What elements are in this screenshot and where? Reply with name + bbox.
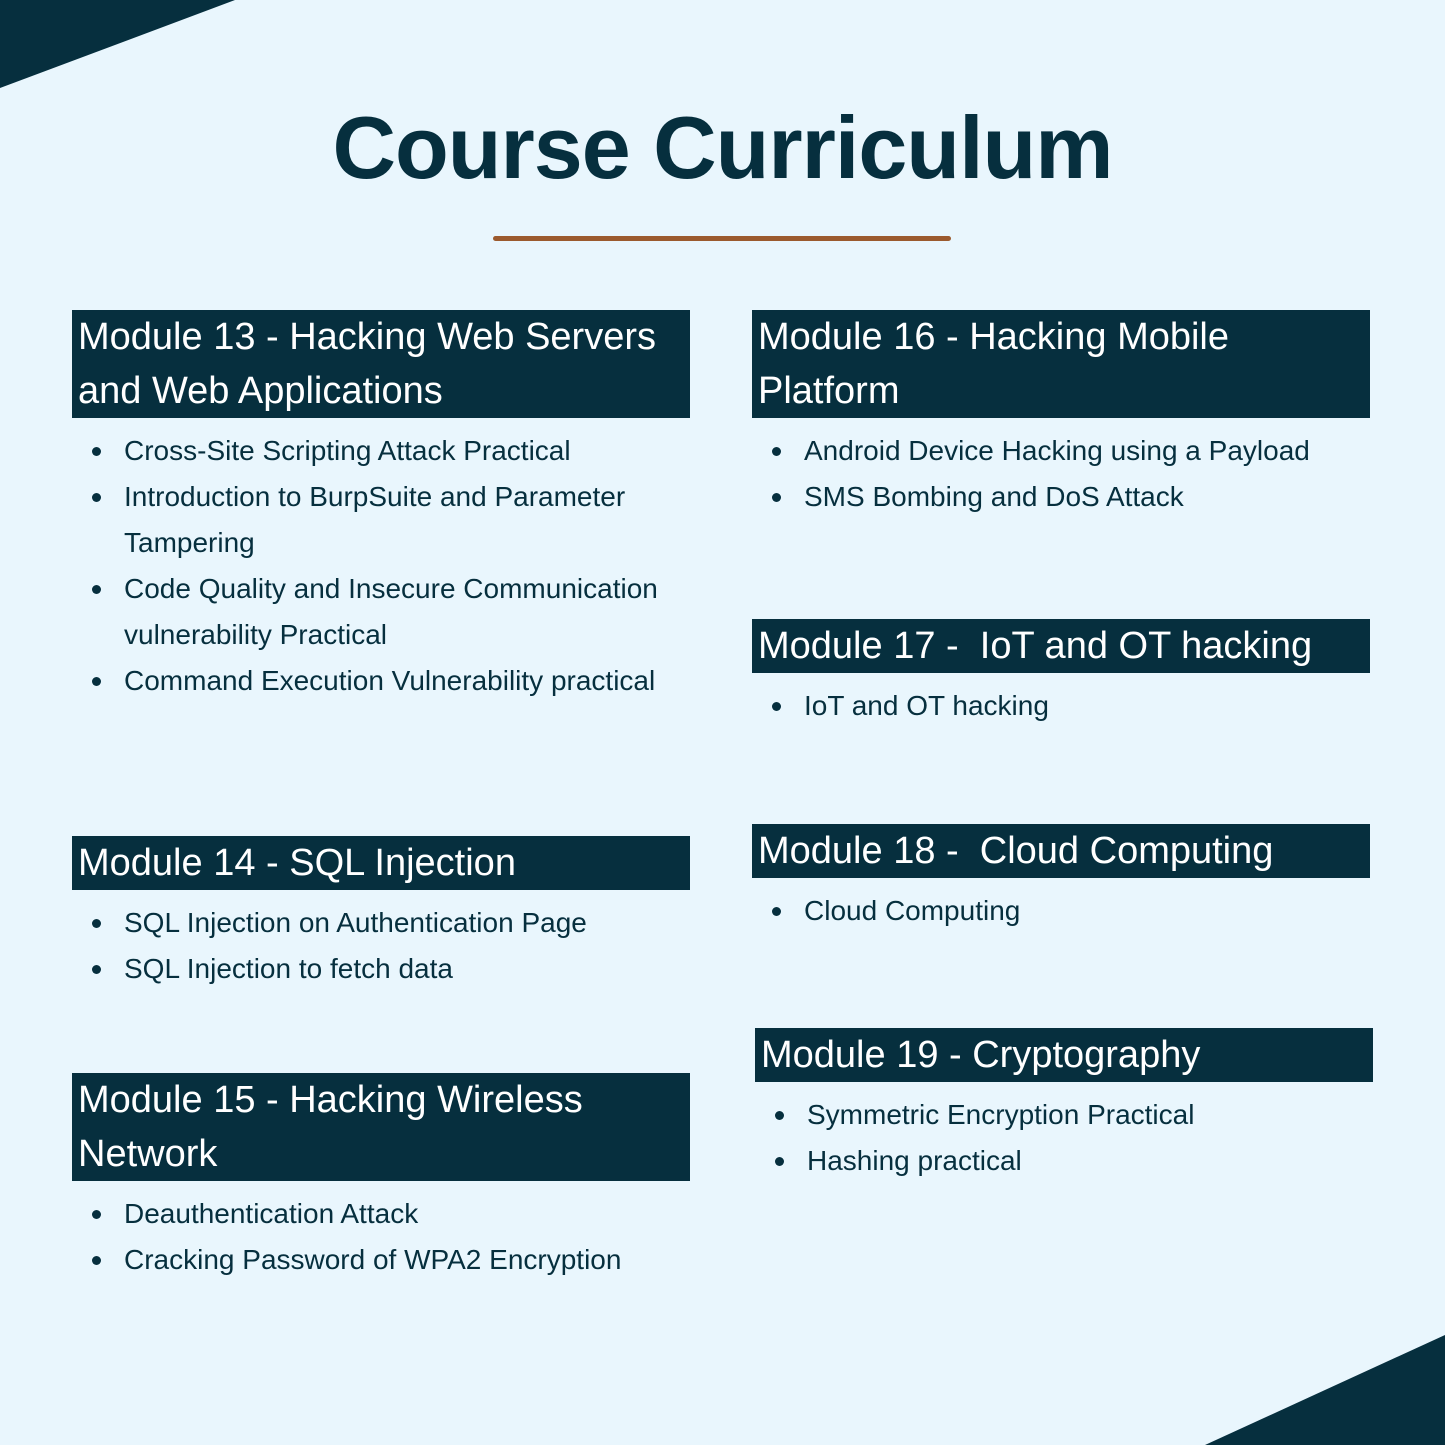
item-label: Code Quality and Insecure Communication vulnerability Practical	[124, 573, 658, 650]
list-item	[752, 888, 1370, 934]
bullet-icon	[772, 702, 781, 711]
bullet-icon	[92, 965, 101, 974]
list-item	[72, 474, 690, 566]
list-item	[72, 900, 690, 946]
list-item	[72, 1237, 690, 1283]
module-title: Module 15 - Hacking Wireless Network	[72, 1073, 690, 1181]
module-title: Module 13 - Hacking Web Servers and Web Applications	[72, 310, 690, 418]
list-item	[752, 428, 1370, 474]
module-17	[752, 619, 1370, 729]
module-14	[72, 836, 690, 992]
bullet-icon	[92, 585, 101, 594]
item-label: Introduction to BurpSuite and Parameter Tampering	[124, 481, 626, 558]
item-label: SMS Bombing and DoS Attack	[804, 481, 1184, 512]
bullet-icon	[772, 447, 781, 456]
bullet-icon	[92, 677, 101, 686]
item-label: SQL Injection to fetch data	[124, 953, 453, 984]
module-title: Module 14 - SQL Injection	[72, 836, 690, 890]
list-item	[755, 1138, 1373, 1184]
page-title: Course Curriculum	[332, 98, 1113, 197]
module-title: Module 18 - Cloud Computing	[752, 824, 1370, 878]
item-label: Cross-Site Scripting Attack Practical	[124, 435, 571, 466]
module-19	[755, 1028, 1373, 1184]
title-underline	[493, 236, 951, 241]
bullet-icon	[92, 493, 101, 502]
module-items	[752, 428, 1370, 520]
item-label: Deauthentication Attack	[124, 1198, 419, 1229]
module-13	[72, 310, 690, 704]
bullet-icon	[772, 493, 781, 502]
bullet-icon	[92, 1256, 101, 1265]
bullet-icon	[775, 1157, 784, 1166]
item-label: Cracking Password of WPA2 Encryption	[124, 1244, 622, 1275]
list-item	[72, 946, 690, 992]
module-title: Module 19 - Cryptography	[755, 1028, 1373, 1082]
module-items	[752, 888, 1370, 934]
module-16	[752, 310, 1370, 520]
module-items	[72, 428, 690, 704]
item-label: Android Device Hacking using a Payload	[804, 435, 1310, 466]
module-title: Module 17 - IoT and OT hacking	[752, 619, 1370, 673]
bullet-icon	[772, 907, 781, 916]
module-items	[72, 900, 690, 992]
corner-decoration-bottom-right	[1205, 1335, 1445, 1445]
list-item	[72, 658, 690, 704]
module-title: Module 16 - Hacking Mobile Platform	[752, 310, 1370, 418]
item-label: Hashing practical	[807, 1145, 1022, 1176]
bullet-icon	[775, 1111, 784, 1120]
list-item	[72, 428, 690, 474]
item-label: IoT and OT hacking	[804, 690, 1049, 721]
module-items	[72, 1191, 690, 1283]
bullet-icon	[92, 1210, 101, 1219]
module-15	[72, 1073, 690, 1283]
bullet-icon	[92, 919, 101, 928]
bullet-icon	[92, 447, 101, 456]
list-item	[752, 683, 1370, 729]
list-item	[755, 1092, 1373, 1138]
module-items	[755, 1092, 1373, 1184]
list-item	[752, 474, 1370, 520]
corner-decoration-top-left	[0, 0, 240, 90]
list-item	[72, 1191, 690, 1237]
item-label: SQL Injection on Authentication Page	[124, 907, 587, 938]
item-label: Symmetric Encryption Practical	[807, 1099, 1195, 1130]
item-label: Cloud Computing	[804, 895, 1021, 926]
module-items	[752, 683, 1370, 729]
list-item	[72, 566, 690, 658]
item-label: Command Execution Vulnerability practical	[124, 665, 656, 696]
module-18	[752, 824, 1370, 934]
